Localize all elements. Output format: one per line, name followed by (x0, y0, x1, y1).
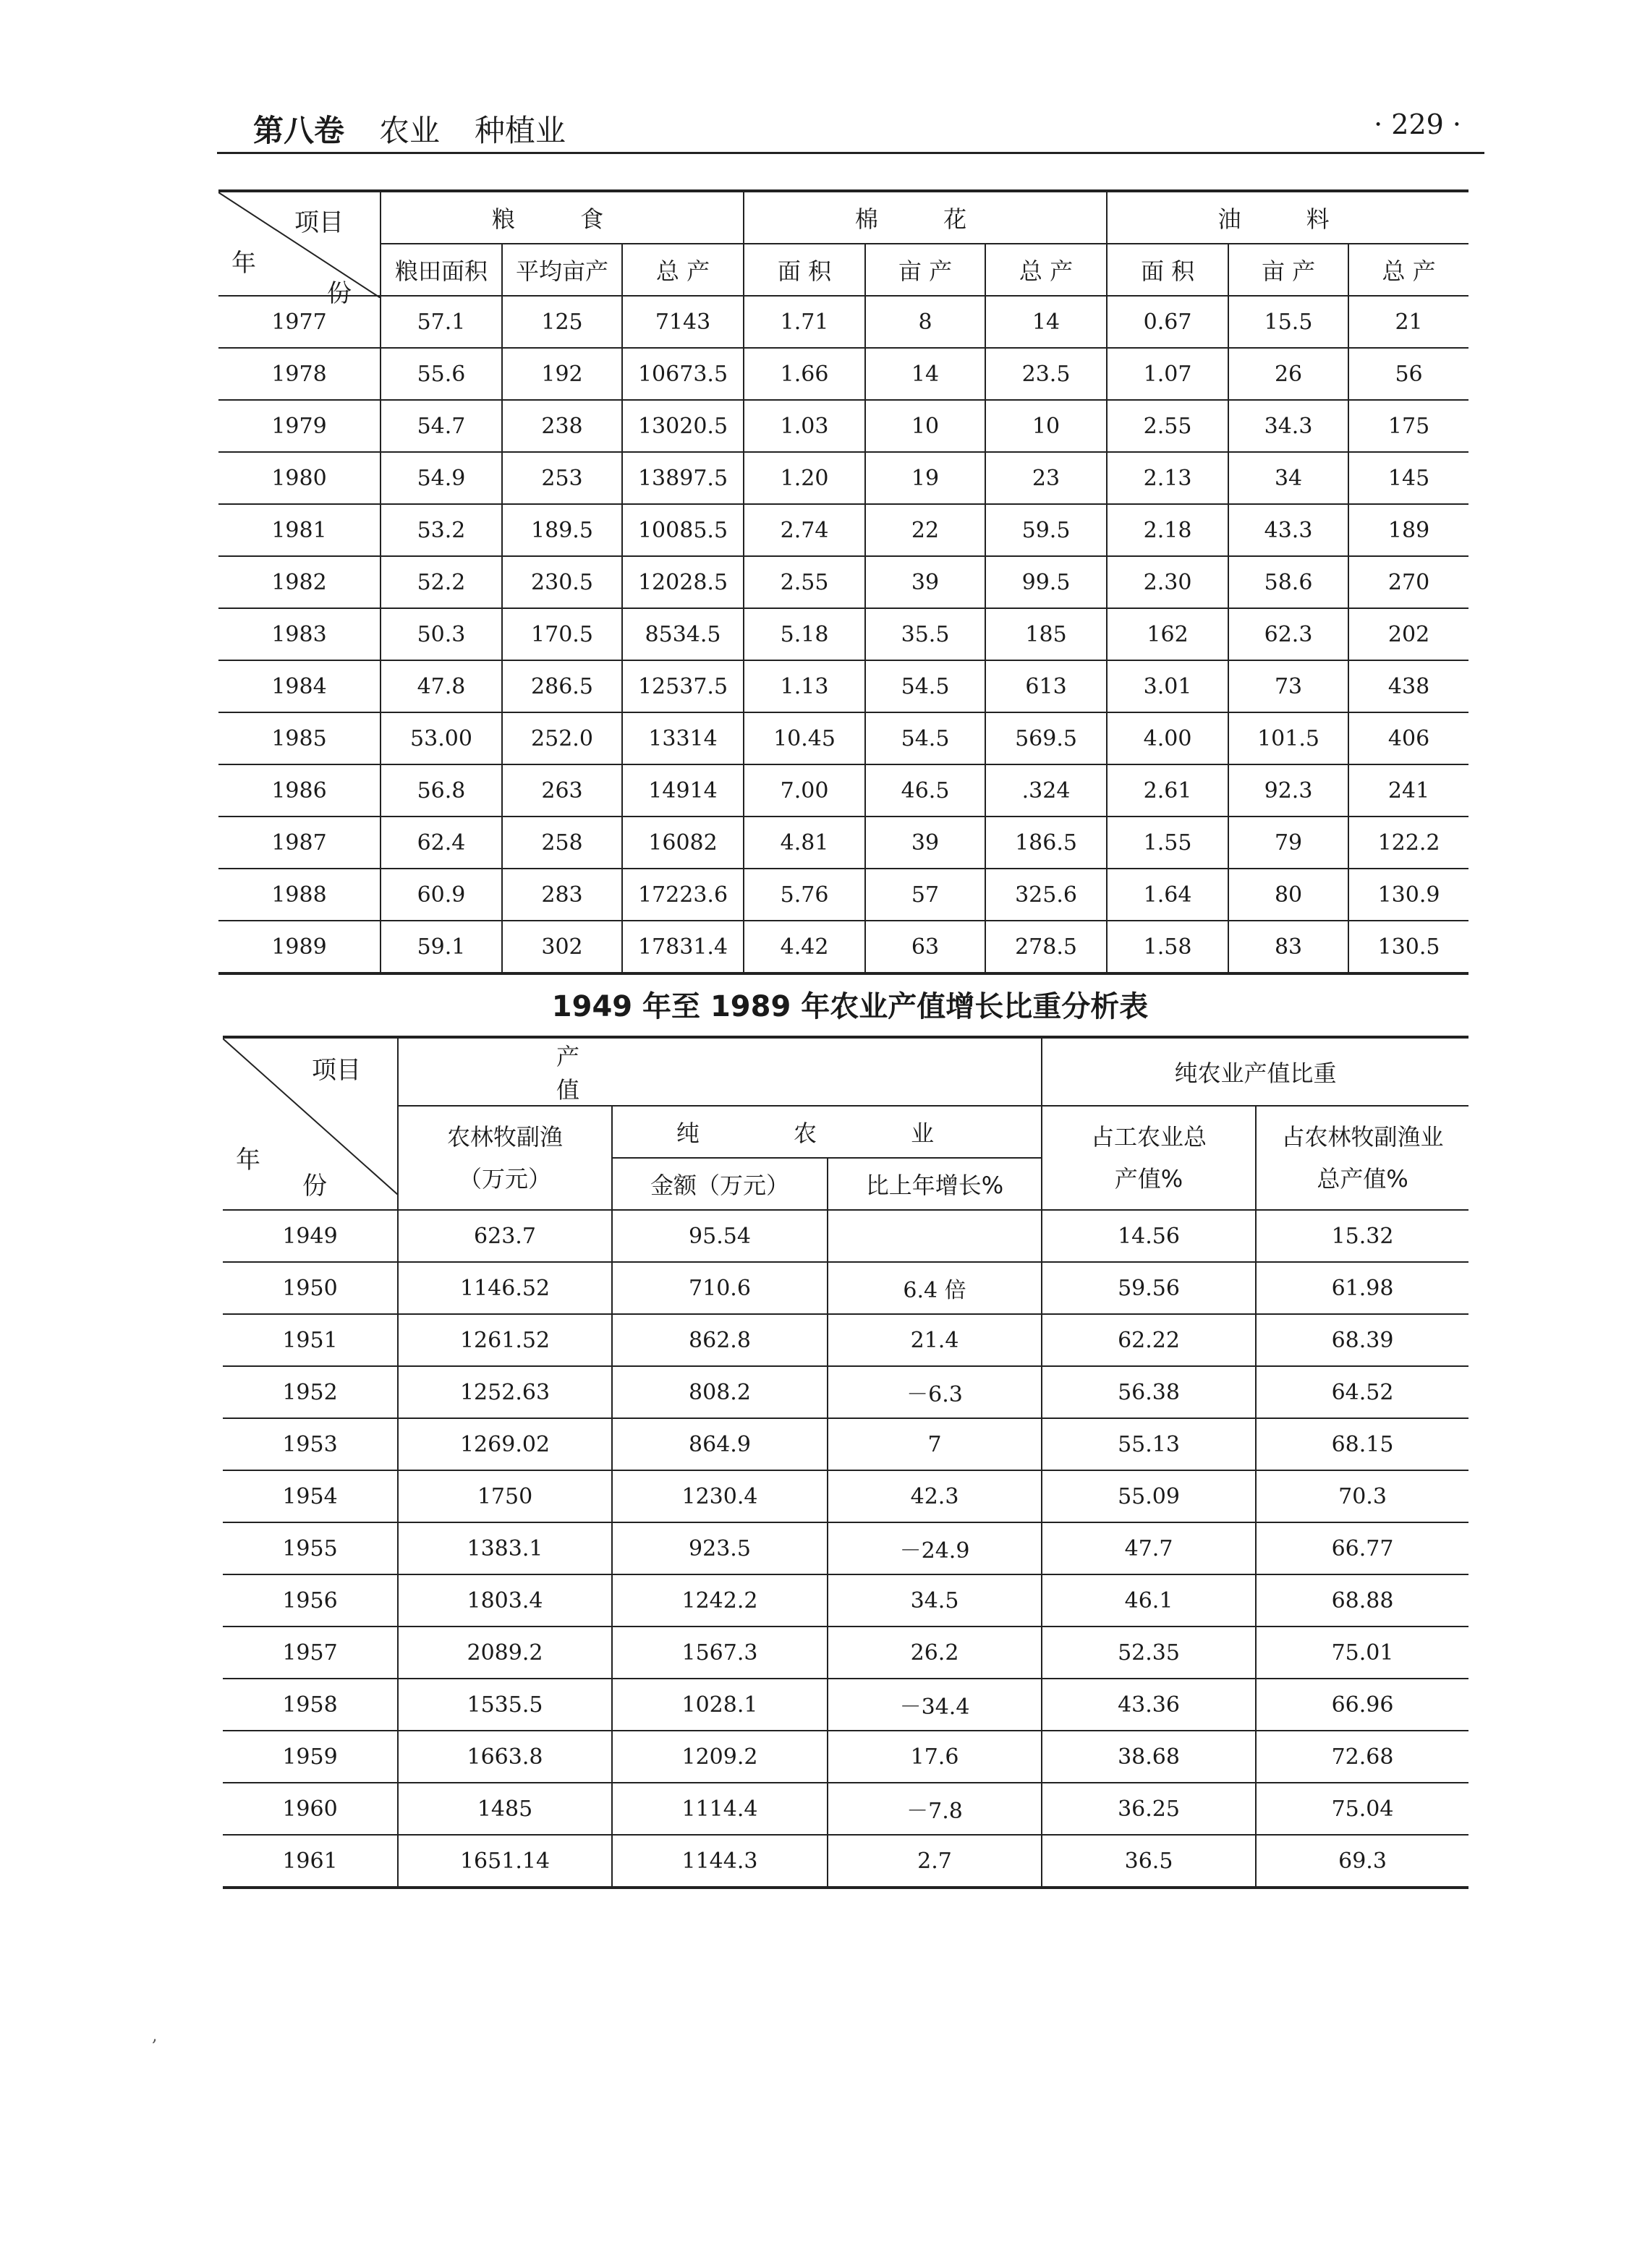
table-cell: 70.3 (1256, 1470, 1468, 1522)
table-cell: 1.58 (1107, 921, 1228, 973)
table-row (218, 817, 1468, 869)
table-cell: －24.9 (828, 1522, 1042, 1574)
table-cell: 2.55 (744, 556, 865, 608)
table-cell: 10.45 (744, 712, 865, 764)
group-header-grain: 粮 食 (381, 191, 744, 244)
table-cell: 66.96 (1256, 1679, 1468, 1731)
year-cell: 1961 (223, 1835, 398, 1888)
table-cell: 1803.4 (398, 1574, 612, 1627)
table-cell: 58.6 (1228, 556, 1348, 608)
table-cell: 50.3 (381, 608, 502, 660)
table-row (218, 608, 1468, 660)
table-cell: 4.42 (744, 921, 865, 973)
table-cell: 7.00 (744, 764, 865, 817)
table-cell: 14 (865, 348, 985, 400)
year-cell: 1951 (223, 1314, 398, 1366)
table-cell: 438 (1348, 660, 1468, 712)
table-cell: 42.3 (828, 1470, 1042, 1522)
col-header-share-industry (1042, 1106, 1256, 1210)
table-cell: 122.2 (1348, 817, 1468, 869)
table-cell: 10085.5 (622, 504, 744, 556)
table-cell: 6.4 倍 (828, 1262, 1042, 1314)
table-cell: 1144.3 (612, 1835, 828, 1888)
table-cell: 75.04 (1256, 1783, 1468, 1835)
table-cell: 8 (865, 296, 985, 348)
corner-year-label: 年 (231, 249, 256, 278)
table2-title: 1949 年至 1989 年农业产值增长比重分析表 (551, 990, 1149, 1023)
table-cell: 54.9 (381, 452, 502, 504)
table-cell: 52.2 (381, 556, 502, 608)
table-cell: 14 (985, 296, 1107, 348)
table-cell: 64.52 (1256, 1366, 1468, 1418)
table-row (218, 400, 1468, 452)
table-cell: －6.3 (828, 1366, 1042, 1418)
table-row (218, 764, 1468, 817)
table-cell: 56.8 (381, 764, 502, 817)
table-cell: 54.5 (865, 660, 985, 712)
col-header-share-agri-line1: 占农林牧副渔业 (1281, 1123, 1444, 1151)
table-cell: 406 (1348, 712, 1468, 764)
table-cell: 263 (502, 764, 622, 817)
table-row (223, 1574, 1468, 1627)
table-cell: 22 (865, 504, 985, 556)
table-cell: 8534.5 (622, 608, 744, 660)
col-header-growth: 比上年增长% (828, 1158, 1042, 1210)
table-row (223, 1418, 1468, 1470)
col-header-total-line1: 农林牧副渔 (446, 1123, 563, 1151)
table-row (218, 348, 1468, 400)
table-cell: 278.5 (985, 921, 1107, 973)
table-cell: 1567.3 (612, 1627, 828, 1679)
corner-year-label: 年 (236, 1146, 260, 1174)
col-header: 平均亩产 (502, 244, 622, 296)
table-row (223, 1627, 1468, 1679)
table-cell: 1663.8 (398, 1731, 612, 1783)
table-cell: 59.1 (381, 921, 502, 973)
table-cell: 1.20 (744, 452, 865, 504)
table-cell: 60.9 (381, 869, 502, 921)
section-label-2: 种植业 (475, 113, 566, 148)
table-cell: 1485 (398, 1783, 612, 1835)
table-cell: 862.8 (612, 1314, 828, 1366)
year-cell: 1978 (218, 348, 381, 400)
col-header-share-industry-line1: 占工农业总 (1091, 1123, 1207, 1151)
corner-fen-label: 份 (302, 1172, 327, 1201)
table-cell: 238 (502, 400, 622, 452)
crop-table (218, 189, 1468, 975)
table-cell: 55.6 (381, 348, 502, 400)
table-cell: 2.7 (828, 1835, 1042, 1888)
table-cell: 1.55 (1107, 817, 1228, 869)
year-cell: 1956 (223, 1574, 398, 1627)
table-cell: 2.55 (1107, 400, 1228, 452)
table-cell: 56 (1348, 348, 1468, 400)
page-number: · 229 · (1374, 108, 1461, 140)
table-cell: 53.2 (381, 504, 502, 556)
year-cell: 1988 (218, 869, 381, 921)
table-cell: 302 (502, 921, 622, 973)
table-cell: 252.0 (502, 712, 622, 764)
table-cell: 36.25 (1042, 1783, 1256, 1835)
table-cell: 99.5 (985, 556, 1107, 608)
table-cell: 185 (985, 608, 1107, 660)
table-cell: 1269.02 (398, 1418, 612, 1470)
table-cell: 1028.1 (612, 1679, 828, 1731)
table-cell: 241 (1348, 764, 1468, 817)
table-cell: 95.54 (612, 1210, 828, 1262)
group-header-cotton: 棉 花 (744, 191, 1107, 244)
table-cell: 101.5 (1228, 712, 1348, 764)
col-header-share-agri (1256, 1106, 1468, 1210)
stray-mark: , (152, 2025, 158, 2045)
year-cell: 1989 (218, 921, 381, 973)
table-cell: 162 (1107, 608, 1228, 660)
year-cell: 1979 (218, 400, 381, 452)
table-row (223, 1731, 1468, 1783)
table-cell: 192 (502, 348, 622, 400)
table-row (223, 1314, 1468, 1366)
table-cell: 125 (502, 296, 622, 348)
table-row (218, 452, 1468, 504)
table-row (218, 296, 1468, 348)
table1-corner-cell (218, 191, 381, 308)
table-cell: 4.81 (744, 817, 865, 869)
table-cell: 26.2 (828, 1627, 1042, 1679)
col-header: 粮田面积 (381, 244, 502, 296)
table-cell: 1.64 (1107, 869, 1228, 921)
table-cell: 864.9 (612, 1418, 828, 1470)
year-cell: 1980 (218, 452, 381, 504)
table-cell: 46.5 (865, 764, 985, 817)
table-cell: 1651.14 (398, 1835, 612, 1888)
table-cell: 1750 (398, 1470, 612, 1522)
table-cell: 63 (865, 921, 985, 973)
table-cell: 186.5 (985, 817, 1107, 869)
table-cell: 23 (985, 452, 1107, 504)
table-cell: 43.3 (1228, 504, 1348, 556)
group-header-pure-agri: 纯 农 业 (612, 1106, 1042, 1158)
table-cell: 2.74 (744, 504, 865, 556)
col-header: 总 产 (1348, 244, 1468, 296)
table-cell: －34.4 (828, 1679, 1042, 1731)
table-cell: 53.00 (381, 712, 502, 764)
table-cell: 17223.6 (622, 869, 744, 921)
year-cell: 1984 (218, 660, 381, 712)
table-cell: 1252.63 (398, 1366, 612, 1418)
table-cell: 17.6 (828, 1731, 1042, 1783)
table-row (223, 1522, 1468, 1574)
table-cell: 175 (1348, 400, 1468, 452)
table-cell: 7143 (622, 296, 744, 348)
table-cell: 0.67 (1107, 296, 1228, 348)
table-cell: 1242.2 (612, 1574, 828, 1627)
table-cell: 26 (1228, 348, 1348, 400)
page-header (217, 101, 1483, 152)
year-cell: 1953 (223, 1418, 398, 1470)
table-cell: 38.68 (1042, 1731, 1256, 1783)
table-cell: 36.5 (1042, 1835, 1256, 1888)
table-cell: 92.3 (1228, 764, 1348, 817)
table-cell: 10 (985, 400, 1107, 452)
table-cell: 35.5 (865, 608, 985, 660)
table-cell: 39 (865, 556, 985, 608)
table-row (223, 1783, 1468, 1835)
table-cell: 68.39 (1256, 1314, 1468, 1366)
col-header: 面 积 (1107, 244, 1228, 296)
table-cell: 43.36 (1042, 1679, 1256, 1731)
year-cell: 1977 (218, 296, 381, 348)
group-header-oil: 油 料 (1107, 191, 1468, 244)
corner-item-label: 项目 (294, 208, 344, 237)
table-cell: 4.00 (1107, 712, 1228, 764)
table-cell: 130.9 (1348, 869, 1468, 921)
table-cell: 1383.1 (398, 1522, 612, 1574)
header-rule (217, 152, 1484, 154)
table-row (218, 660, 1468, 712)
table-cell: 21 (1348, 296, 1468, 348)
table-cell: 12028.5 (622, 556, 744, 608)
col-header-share-industry-line2: 产值% (1114, 1165, 1183, 1193)
col-header: 亩 产 (1228, 244, 1348, 296)
table-cell: 189 (1348, 504, 1468, 556)
table-cell: 2.61 (1107, 764, 1228, 817)
table-cell: 808.2 (612, 1366, 828, 1418)
col-header-total-line2: （万元） (458, 1165, 551, 1193)
year-cell: 1957 (223, 1627, 398, 1679)
table-cell: 1114.4 (612, 1783, 828, 1835)
table-cell: 62.3 (1228, 608, 1348, 660)
table-cell: 15.32 (1256, 1210, 1468, 1262)
table-cell: 34 (1228, 452, 1348, 504)
table-cell: 1230.4 (612, 1470, 828, 1522)
table-row (223, 1366, 1468, 1418)
table-cell: 34.3 (1228, 400, 1348, 452)
table-cell: 47.7 (1042, 1522, 1256, 1574)
col-header: 总 产 (985, 244, 1107, 296)
table-cell: 34.5 (828, 1574, 1042, 1627)
table-cell: 270 (1348, 556, 1468, 608)
table-cell: 1.07 (1107, 348, 1228, 400)
table-cell: 1.03 (744, 400, 865, 452)
group-header-output: 产 值 (398, 1037, 1042, 1106)
year-cell: 1987 (218, 817, 381, 869)
table-cell: 3.01 (1107, 660, 1228, 712)
table-cell: 2.30 (1107, 556, 1228, 608)
table-row (223, 1470, 1468, 1522)
table-cell: 23.5 (985, 348, 1107, 400)
table-cell: 72.68 (1256, 1731, 1468, 1783)
table-cell: 52.35 (1042, 1627, 1256, 1679)
table-cell: 54.7 (381, 400, 502, 452)
table-cell: 2.13 (1107, 452, 1228, 504)
year-cell: 1985 (218, 712, 381, 764)
table-cell: 68.15 (1256, 1418, 1468, 1470)
table-cell: 14914 (622, 764, 744, 817)
col-header: 面 积 (744, 244, 865, 296)
year-cell: 1949 (223, 1210, 398, 1262)
table-cell: 83 (1228, 921, 1348, 973)
year-cell: 1958 (223, 1679, 398, 1731)
table-cell: 62.22 (1042, 1314, 1256, 1366)
table-cell: 69.3 (1256, 1835, 1468, 1888)
table-cell: 12537.5 (622, 660, 744, 712)
table-cell: 2.18 (1107, 504, 1228, 556)
table-cell: 5.18 (744, 608, 865, 660)
year-cell: 1955 (223, 1522, 398, 1574)
year-cell: 1952 (223, 1366, 398, 1418)
table-cell: 325.6 (985, 869, 1107, 921)
table-cell: 57.1 (381, 296, 502, 348)
table-cell: 47.8 (381, 660, 502, 712)
table-cell: 59.5 (985, 504, 1107, 556)
table-row (223, 1835, 1468, 1888)
table-cell: 230.5 (502, 556, 622, 608)
table-row (218, 921, 1468, 973)
table-cell: 19 (865, 452, 985, 504)
table-cell: 145 (1348, 452, 1468, 504)
table-cell: 286.5 (502, 660, 622, 712)
table-cell: 1.13 (744, 660, 865, 712)
year-cell: 1960 (223, 1783, 398, 1835)
table-cell: 10673.5 (622, 348, 744, 400)
col-header-amount: 金额（万元） (612, 1158, 828, 1210)
table-cell: 283 (502, 869, 622, 921)
table-row (223, 1210, 1468, 1262)
section-label-1: 农业 (379, 113, 441, 148)
table-cell: 569.5 (985, 712, 1107, 764)
group-header-share: 纯农业产值比重 (1042, 1037, 1468, 1106)
year-cell: 1986 (218, 764, 381, 817)
table-cell: 73 (1228, 660, 1348, 712)
table-cell: 13314 (622, 712, 744, 764)
table-cell: 1209.2 (612, 1731, 828, 1783)
table-cell: 258 (502, 817, 622, 869)
table-cell: 14.56 (1042, 1210, 1256, 1262)
year-cell: 1981 (218, 504, 381, 556)
year-cell: 1954 (223, 1470, 398, 1522)
table-cell: 55.09 (1042, 1470, 1256, 1522)
table2-corner-cell (223, 1037, 398, 1210)
table-cell: 253 (502, 452, 622, 504)
table-cell: 10 (865, 400, 985, 452)
table-cell: 57 (865, 869, 985, 921)
table-cell: 17831.4 (622, 921, 744, 973)
table-cell: 2089.2 (398, 1627, 612, 1679)
table-cell: .324 (985, 764, 1107, 817)
table-cell: 613 (985, 660, 1107, 712)
header-sections (253, 107, 566, 150)
table-cell (828, 1210, 1042, 1262)
year-cell: 1982 (218, 556, 381, 608)
table-cell: 68.88 (1256, 1574, 1468, 1627)
corner-fen-label: 份 (327, 279, 352, 308)
table-cell: 39 (865, 817, 985, 869)
year-cell: 1959 (223, 1731, 398, 1783)
table-cell: 923.5 (612, 1522, 828, 1574)
table-cell: 189.5 (502, 504, 622, 556)
table-cell: 1261.52 (398, 1314, 612, 1366)
table-cell: 61.98 (1256, 1262, 1468, 1314)
table-cell: 80 (1228, 869, 1348, 921)
table-cell: 15.5 (1228, 296, 1348, 348)
table-cell: 202 (1348, 608, 1468, 660)
table-cell: 710.6 (612, 1262, 828, 1314)
table-cell: 130.5 (1348, 921, 1468, 973)
table-cell: 46.1 (1042, 1574, 1256, 1627)
table-cell: 21.4 (828, 1314, 1042, 1366)
table-cell: 1.71 (744, 296, 865, 348)
corner-item-label: 项目 (312, 1056, 361, 1085)
col-header-share-agri-line2: 总产值% (1317, 1165, 1408, 1193)
table-cell: 623.7 (398, 1210, 612, 1262)
table-cell: 1535.5 (398, 1679, 612, 1731)
table-row (218, 504, 1468, 556)
table-cell: 79 (1228, 817, 1348, 869)
table-cell: 55.13 (1042, 1418, 1256, 1470)
output-share-table (223, 1036, 1468, 1889)
volume-label: 第八卷 (253, 113, 345, 148)
table-cell: 5.76 (744, 869, 865, 921)
table-cell: 13897.5 (622, 452, 744, 504)
table-cell: 56.38 (1042, 1366, 1256, 1418)
col-header: 亩 产 (865, 244, 985, 296)
table-row (218, 556, 1468, 608)
table-row (223, 1262, 1468, 1314)
table-row (218, 712, 1468, 764)
table-cell: －7.8 (828, 1783, 1042, 1835)
table-cell: 13020.5 (622, 400, 744, 452)
table-cell: 62.4 (381, 817, 502, 869)
year-cell: 1950 (223, 1262, 398, 1314)
table-cell: 1.66 (744, 348, 865, 400)
table-cell: 54.5 (865, 712, 985, 764)
table-cell: 59.56 (1042, 1262, 1256, 1314)
col-header: 总 产 (622, 244, 744, 296)
year-cell: 1983 (218, 608, 381, 660)
table-cell: 7 (828, 1418, 1042, 1470)
table-row (223, 1679, 1468, 1731)
col-header-total (398, 1106, 612, 1210)
table-cell: 16082 (622, 817, 744, 869)
table-cell: 1146.52 (398, 1262, 612, 1314)
table-cell: 170.5 (502, 608, 622, 660)
table-cell: 66.77 (1256, 1522, 1468, 1574)
table-cell: 75.01 (1256, 1627, 1468, 1679)
table-row (218, 869, 1468, 921)
